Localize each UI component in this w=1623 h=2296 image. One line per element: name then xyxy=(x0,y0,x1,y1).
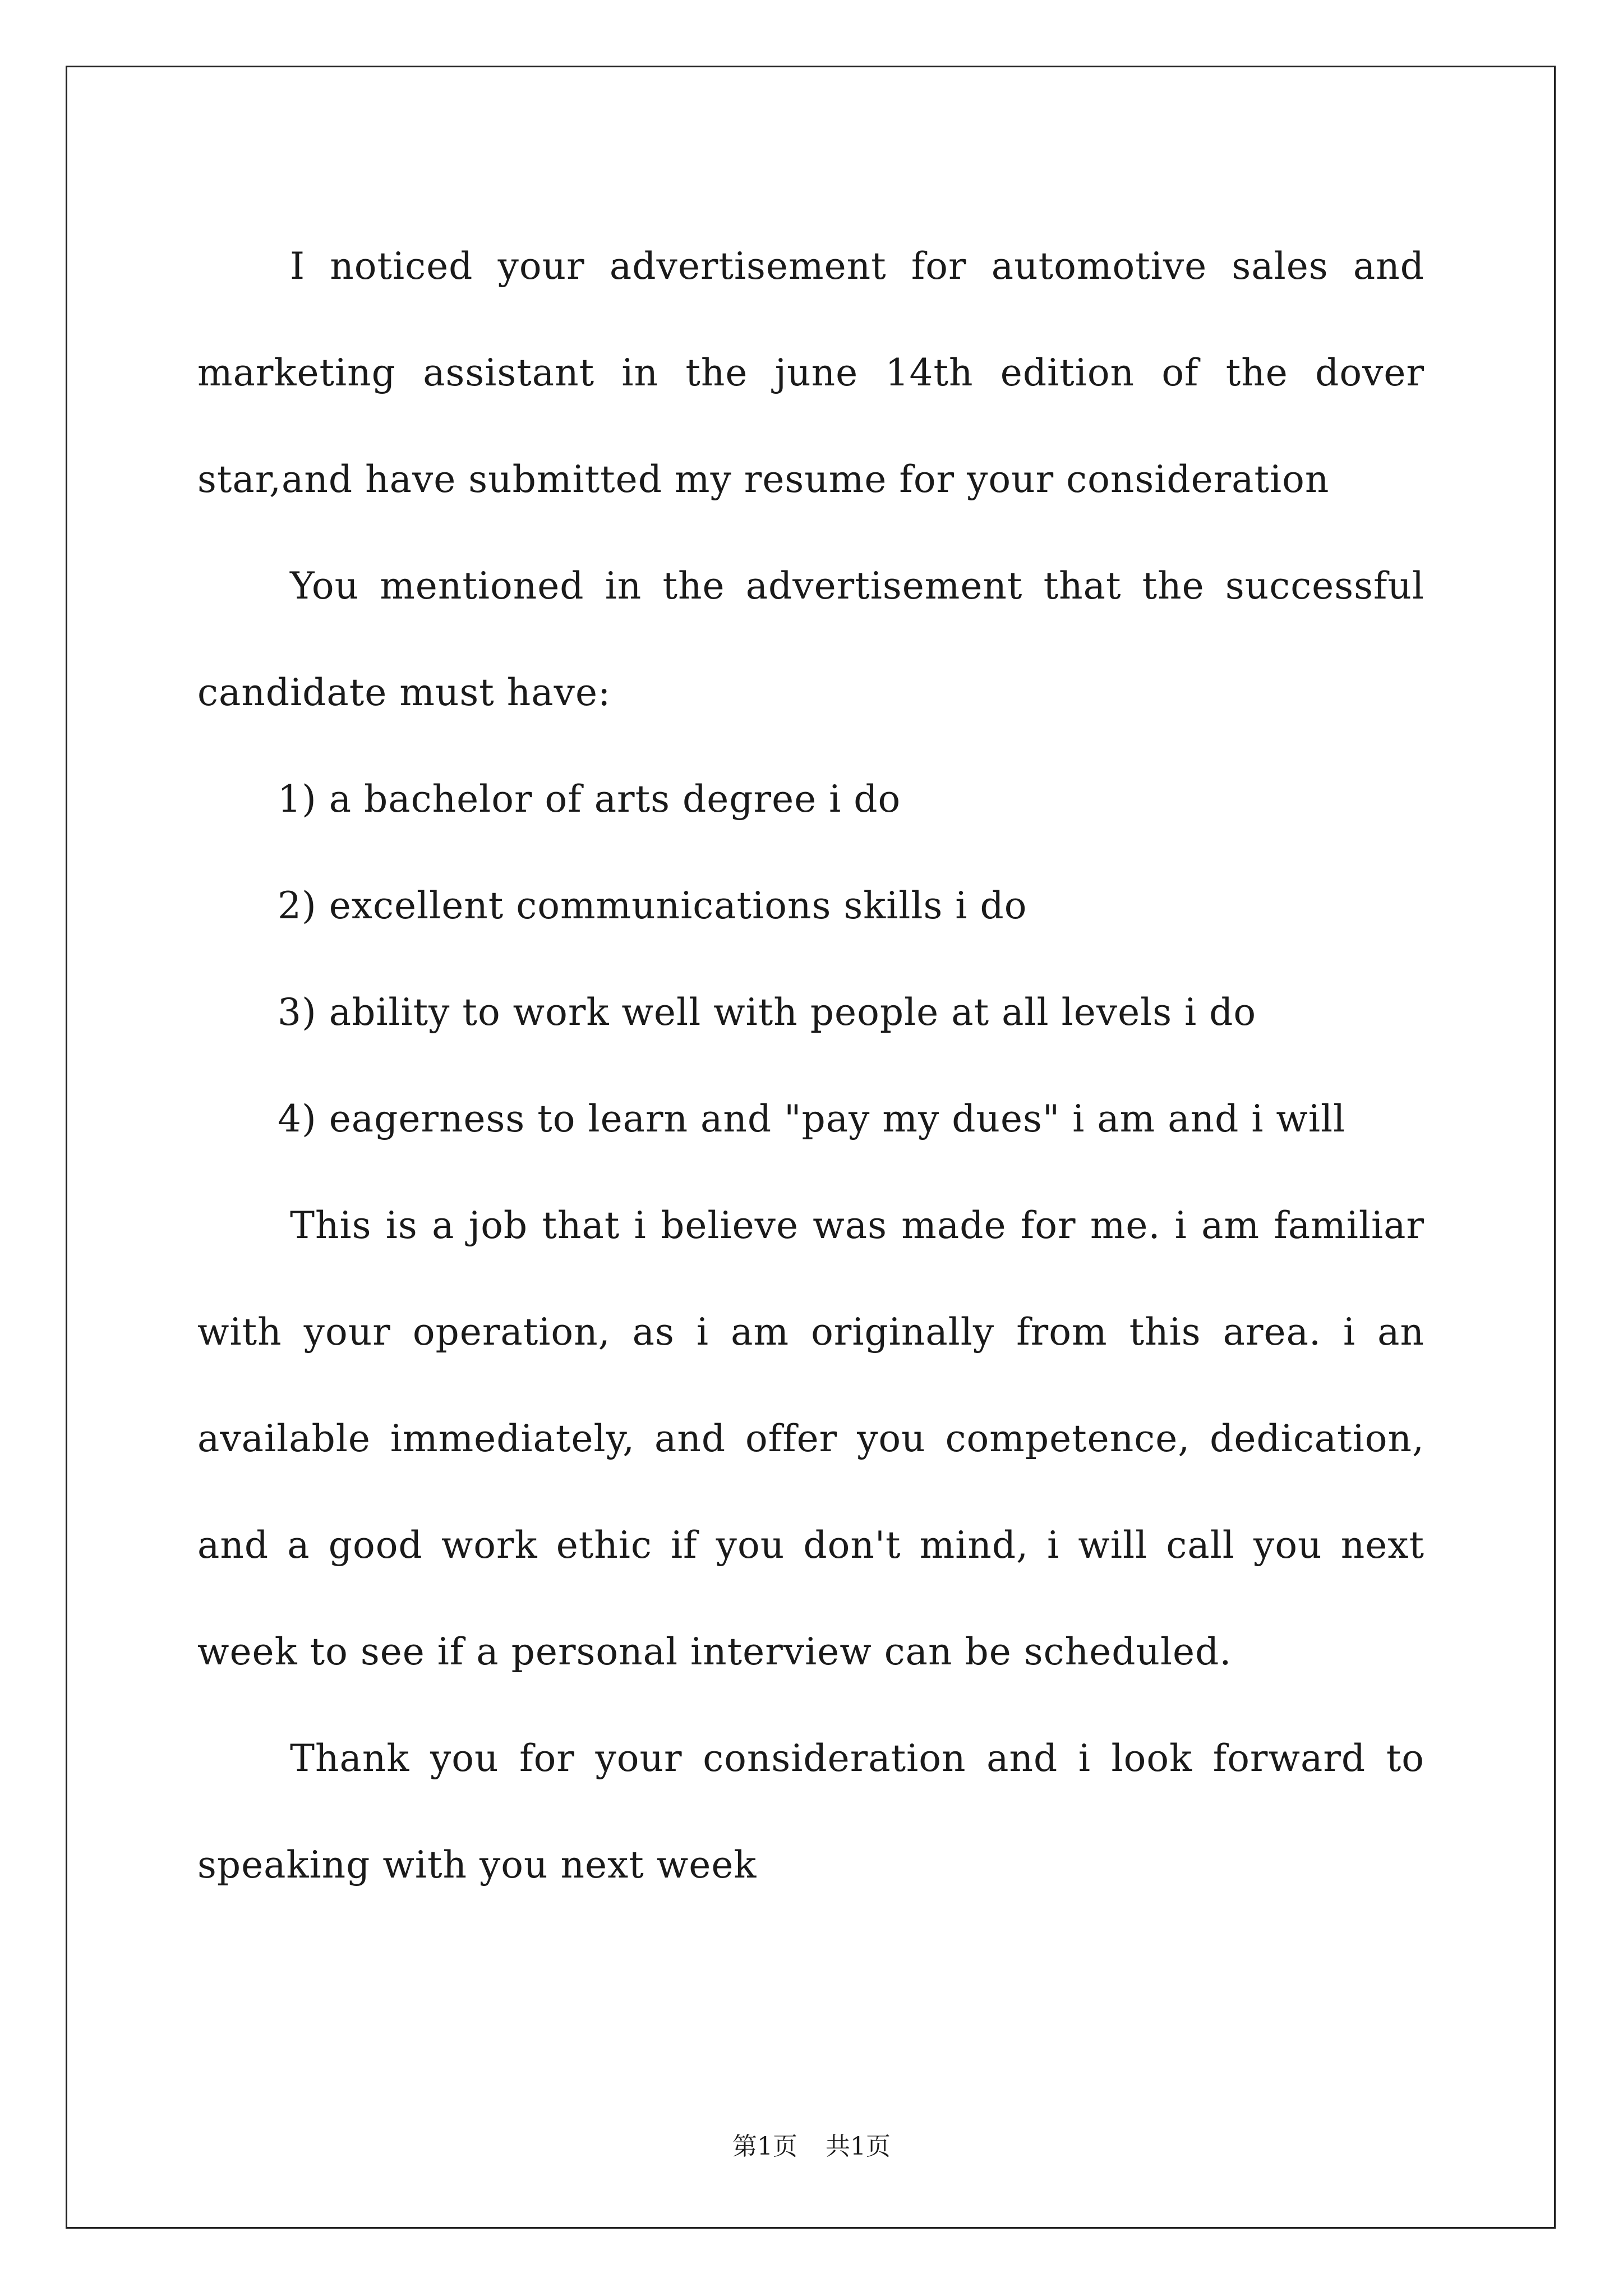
requirement-item: 1) a bachelor of arts degree i do xyxy=(278,777,901,821)
requirement-item: 3) ability to work well with people at all levels i do xyxy=(278,991,1257,1034)
letter-body xyxy=(197,213,1424,1918)
paragraph-fit: This is a job that i believe was made for me. i am familiar with your operation, as i am originally from this area. i an available immediately, and offer you competence, dedication, and a good work ethic if you don't mind, i will call you next week to see if a personal interview can be scheduled. xyxy=(197,1204,1424,1673)
paragraph-requirements-intro: You mentioned in the advertisement that the successful candidate must have: xyxy=(197,564,1424,714)
page-footer xyxy=(0,2126,1623,2162)
page-number-total: 共1页 xyxy=(826,2132,891,2161)
paragraph-intro: I noticed your advertisement for automotive sales and marketing assistant in the june 14th edition of the dover star,and have submitted my resume for your consideration xyxy=(197,245,1424,501)
paragraph-closing: Thank you for your consideration and i look forward to speaking with you next week xyxy=(197,1737,1424,1887)
requirement-item: 4) eagerness to learn and "pay my dues" i am and i will xyxy=(278,1097,1346,1140)
page-number-current: 第1页 xyxy=(732,2132,797,2161)
requirement-item: 2) excellent communications skills i do xyxy=(278,884,1027,927)
